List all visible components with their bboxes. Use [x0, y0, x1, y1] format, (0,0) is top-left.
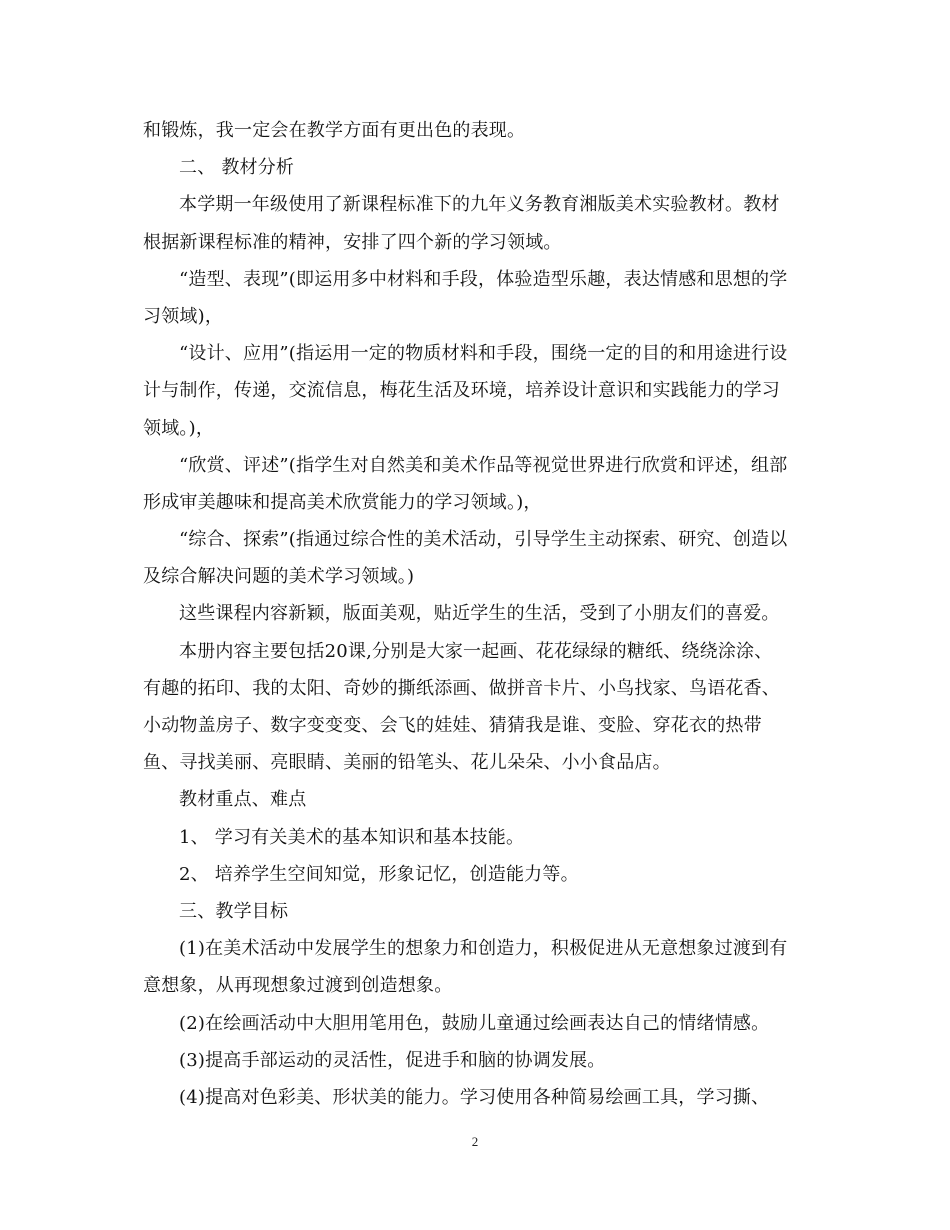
list-item: (2)在绘画活动中大胆用笔用色，鼓励儿童通过绘画表达自己的情绪情感。: [179, 1012, 770, 1034]
text-line: 形成审美趣味和提高美术欣赏能力的学习领域。)，: [143, 491, 542, 513]
text-line: 领域。)，: [143, 417, 215, 439]
text-line: 这些课程内容新颖，版面美观，贴近学生的生活，受到了小朋友们的喜爱。: [179, 603, 780, 625]
section-heading: 二、 教材分析: [179, 157, 295, 179]
text-line: 鱼、寻找美丽、亮眼睛、美丽的铅笔头、花儿朵朵、小小食品店。: [143, 752, 671, 774]
text-line: 本学期一年级使用了新课程标准下的九年义务教育湘版美术实验教材。教材: [179, 194, 780, 216]
text-line: 及综合解决问题的美术学习领域。): [143, 566, 415, 588]
text-line: “欣赏、评述”(指学生对自然美和美术作品等视觉世界进行欣赏和评述，组部: [179, 454, 788, 476]
text-line: 有趣的拓印、我的太阳、奇妙的撕纸添画、做拼音卡片、小鸟找家、鸟语花香、: [143, 677, 780, 699]
text-line: “造型、表现”(即运用多中材料和手段，体验造型乐趣，表达情感和思想的学: [179, 268, 788, 290]
text-line: 小动物盖房子、数字变变变、会飞的娃娃、猜猜我是谁、变脸、穿花衣的热带: [143, 715, 762, 736]
list-item: (1)在美术活动中发展学生的想象力和创造力，积极促进从无意想象过渡到有: [179, 938, 788, 960]
section-heading: 三、教学目标: [179, 900, 289, 922]
list-item: (3)提高手部运动的灵活性，促进手和脑的协调发展。: [179, 1049, 606, 1071]
text-line: “综合、探索”(指通过综合性的美术活动，引导学生主动探索、研究、创造以: [179, 529, 788, 551]
text-line: 意想象，从再现想象过渡到创造想象。: [143, 975, 453, 997]
list-item: (4)提高对色彩美、形状美的能力。学习使用各种简易绘画工具，学习撕、: [179, 1086, 770, 1108]
list-item: 2、 培养学生空间知觉，形象记忆，创造能力等。: [179, 863, 579, 885]
page-number: 2: [471, 1134, 479, 1149]
subheading: 教材重点、难点: [179, 789, 307, 811]
text-line: 本册内容主要包括20课,分别是大家一起画、花花绿绿的糖纸、绕绕涂涂、: [179, 640, 773, 662]
text-line: 根据新课程标准的精神，安排了四个新的学习领域。: [143, 231, 562, 253]
text-line: 和锻炼，我一定会在教学方面有更出色的表现。: [143, 120, 526, 141]
list-item: 1、 学习有关美术的基本知识和基本技能。: [179, 826, 525, 848]
text-line: 计与制作，传递，交流信息，梅花生活及环境，培养设计意识和实践能力的学习: [143, 380, 780, 402]
text-line: “设计、应用”(指运用一定的物质材料和手段，围绕一定的目的和用途进行设: [179, 343, 788, 365]
document-body: [143, 112, 809, 1116]
text-line: 习领域)，: [143, 305, 224, 327]
